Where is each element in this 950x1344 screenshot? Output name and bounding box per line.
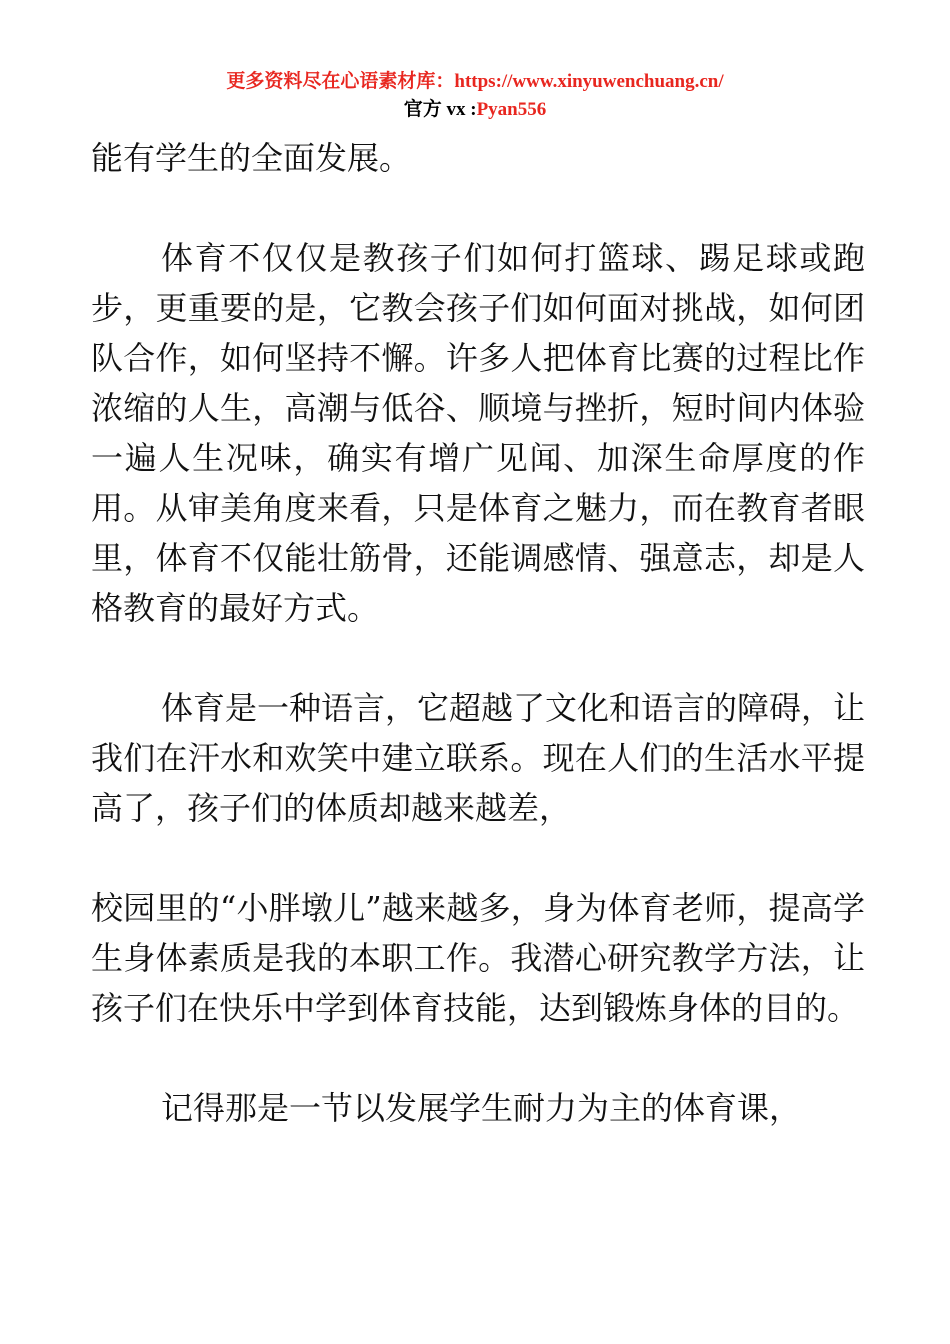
header-label: 更多资料尽在心语素材库： <box>226 71 455 92</box>
header-vx-id: Pyan556 <box>476 99 547 120</box>
header-line-1 <box>0 68 950 96</box>
header-url-link[interactable]: https://www.xinyuwenchuang.cn/ <box>454 71 724 92</box>
header-line-2 <box>0 96 950 124</box>
header-vx-label: 官方 vx : <box>403 99 477 120</box>
paragraph-continuation: 能有学生的全面发展。 <box>91 139 412 177</box>
document-body <box>91 133 865 1133</box>
paragraph: 体育不仅仅是教孩子们如何打篮球、踢足球或跑步，更重要的是，它教会孩子们如何面对挑战，如何团队合作，如何坚持不懈。许多人把体育比赛的过程比作浓缩的人生，高潮与低谷、顺境与挫折，短时间内体验一遍人生况味，确实有增广见闻、加深生命厚度的作用。从审美角度来看，只是体育之魅力，而在教育者眼里，体育不仅能壮筋骨，还能调感情、强意志，却是人格教育的最好方式。 <box>91 239 865 627</box>
watermark-header <box>0 68 950 124</box>
paragraph: 体育是一种语言，它超越了文化和语言的障碍，让我们在汗水和欢笑中建立联系。现在人们的生活水平提高了，孩子们的体质却越来越差， <box>91 689 866 827</box>
paragraph: 记得那是一节以发展学生耐力为主的体育课， <box>161 1089 802 1127</box>
paragraph: 校园里的“小胖墩儿”越来越多，身为体育老师，提高学生身体素质是我的本职工作。我潜心研究教学方法，让孩子们在快乐中学到体育技能，达到锻炼身体的目的。 <box>91 889 865 1027</box>
